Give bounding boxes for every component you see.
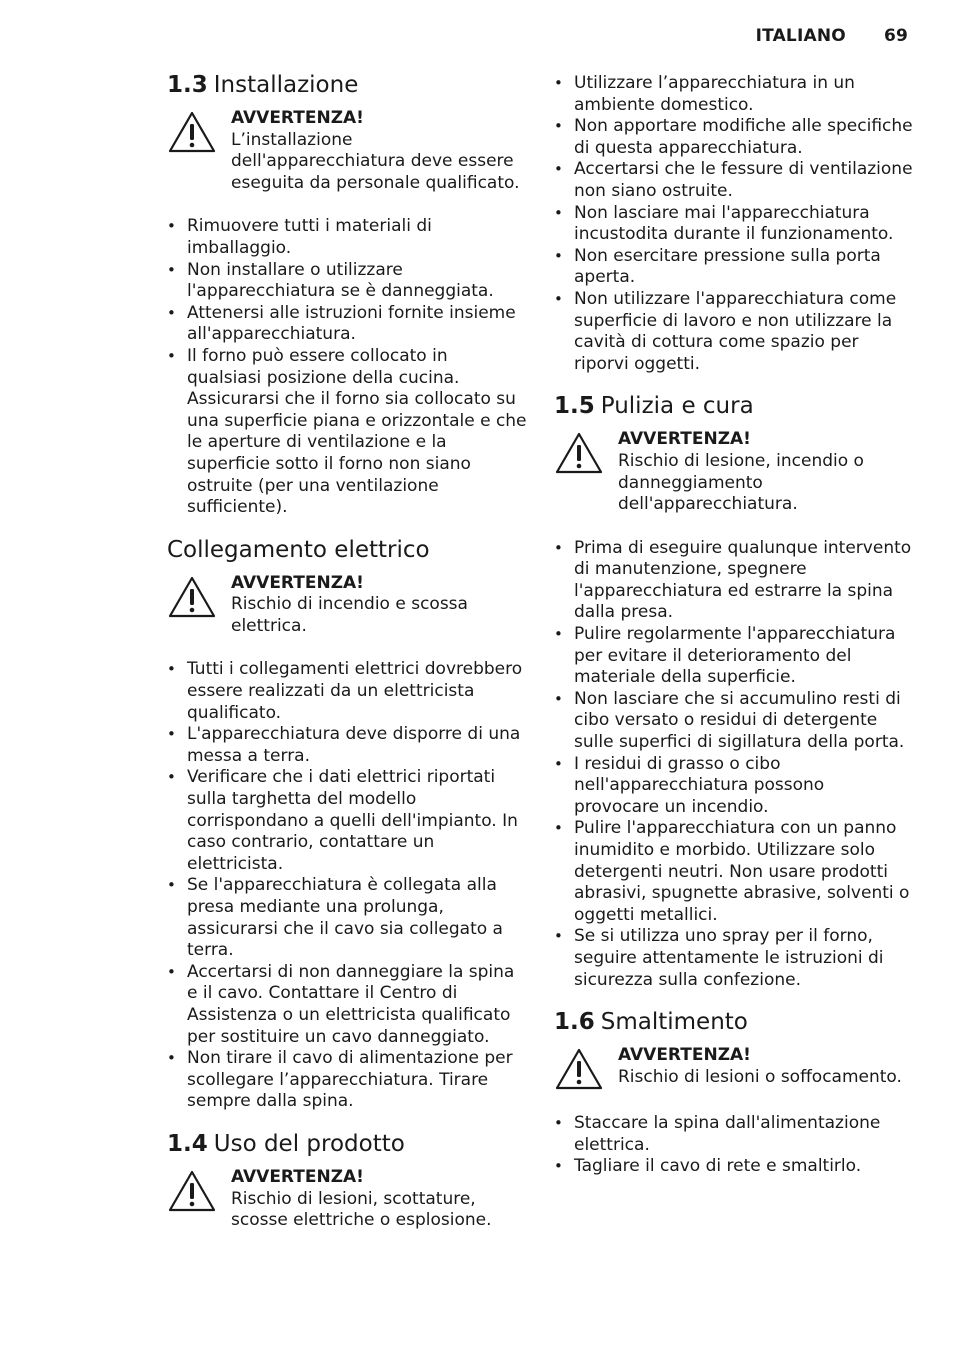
warning-box bbox=[554, 429, 914, 515]
right-column bbox=[554, 70, 914, 1194]
heading-collegamento: Collegamento elettrico bbox=[167, 536, 430, 563]
warning-box bbox=[167, 108, 527, 194]
list-item: • Staccare la spina dall'alimentazione elettrica. bbox=[554, 1113, 914, 1156]
section-title: Uso del prodotto bbox=[213, 1130, 405, 1157]
warning-text: L’installazione dell'apparecchiatura deve essere eseguita da personale qualificato. bbox=[231, 129, 520, 193]
section-collegamento bbox=[167, 535, 527, 1113]
section-smaltimento bbox=[554, 1007, 914, 1178]
warning-title: AVVERTENZA! bbox=[231, 1166, 364, 1187]
warning-box bbox=[554, 1045, 914, 1091]
warning-triangle-icon bbox=[167, 1169, 217, 1213]
section-number: 1.4 bbox=[167, 1130, 208, 1157]
section-installazione bbox=[167, 70, 527, 519]
warning-text: Rischio di incendio e scossa elettrica. bbox=[231, 594, 468, 636]
heading-smaltimento bbox=[554, 1007, 914, 1037]
list-item: • I residui di grasso o cibo nell'apparecchiatura possono provocare un incendio. bbox=[554, 754, 914, 819]
list-item: • Non installare o utilizzare l'apparecchiatura se è danneggiata. bbox=[167, 260, 527, 303]
list-item: • Non lasciare che si accumulino resti di cibo versato o residui di detergente sulle superfici di sigillatura della porta. bbox=[554, 689, 914, 754]
list-item: • Utilizzare l’apparecchiatura in un ambiente domestico. bbox=[554, 73, 914, 116]
list-item: • Non lasciare mai l'apparecchiatura incustodita durante il funzionamento. bbox=[554, 203, 914, 246]
left-column bbox=[167, 70, 527, 1232]
section-title: Installazione bbox=[213, 72, 359, 98]
section-pulizia bbox=[554, 391, 914, 991]
list-item: • Non utilizzare l'apparecchiatura come superficie di lavoro e non utilizzare la cavità di cottura come spazio per riporvi oggetti. bbox=[554, 289, 914, 375]
warning-text: Rischio di lesione, incendio o danneggiamento dell'apparecchiatura. bbox=[618, 450, 864, 515]
section-number: 1.5 bbox=[554, 393, 595, 420]
list-item: • Tagliare il cavo di rete e smaltirlo. bbox=[554, 1156, 914, 1178]
warning-title: AVVERTENZA! bbox=[618, 1045, 751, 1066]
list-item: • Tutti i collegamenti elettrici dovrebbero essere realizzati da un elettricista qualificato. bbox=[167, 659, 527, 724]
warning-text: Rischio di lesioni o soffocamento. bbox=[618, 1066, 902, 1087]
bullet-list bbox=[554, 73, 914, 375]
page-number: 69 bbox=[883, 26, 908, 46]
section-uso bbox=[167, 1129, 527, 1232]
list-item: • Non esercitare pressione sulla porta aperta. bbox=[554, 246, 914, 289]
warning-title: AVVERTENZA! bbox=[231, 108, 364, 128]
list-item: • Attenersi alle istruzioni fornite insieme all'apparecchiatura. bbox=[167, 303, 527, 346]
list-item: • Pulire regolarmente l'apparecchiatura per evitare il deterioramento del materiale della superficie. bbox=[554, 624, 914, 689]
warning-triangle-icon bbox=[554, 1047, 604, 1091]
list-item: • Non tirare il cavo di alimentazione per scollegare l’apparecchiatura. Tirare sempre dalla spina. bbox=[167, 1048, 527, 1113]
bullet-list bbox=[167, 216, 527, 518]
list-item: • Accertarsi di non danneggiare la spina e il cavo. Contattare il Centro di Assistenza o un elettricista qualificato per sostituire un cavo danneggiato. bbox=[167, 962, 527, 1048]
list-item: • L'apparecchiatura deve disporre di una messa a terra. bbox=[167, 724, 527, 767]
list-item: • Prima di eseguire qualunque intervento di manutenzione, spegnere l'apparecchiatura ed estrarre la spina dalla presa. bbox=[554, 538, 914, 624]
list-item: • Verificare che i dati elettrici riportati sulla targhetta del modello corrispondano a quelli dell'impianto. In caso contrario, contattare un elettricista. bbox=[167, 767, 527, 875]
list-item: • Se l'apparecchiatura è collegata alla presa mediante una prolunga, assicurarsi che il cavo sia collegato a terra. bbox=[167, 875, 527, 961]
warning-triangle-icon bbox=[167, 110, 217, 154]
bullet-list bbox=[554, 538, 914, 991]
section-title: Smaltimento bbox=[600, 1009, 748, 1036]
warning-box bbox=[167, 573, 527, 638]
list-item: • Accertarsi che le fessure di ventilazione non siano ostruite. bbox=[554, 159, 914, 202]
list-item: • Rimuovere tutti i materiali di imballaggio. bbox=[167, 216, 527, 259]
list-item: • Non apportare modifiche alle specifiche di questa apparecchiatura. bbox=[554, 116, 914, 159]
bullet-list bbox=[167, 659, 527, 1112]
page-header bbox=[756, 26, 908, 46]
bullet-list bbox=[554, 1113, 914, 1178]
section-title: Pulizia e cura bbox=[600, 393, 754, 420]
warning-triangle-icon bbox=[167, 575, 217, 619]
list-item: • Se si utilizza uno spray per il forno, seguire attentamente le istruzioni di sicurezza sulla confezione. bbox=[554, 926, 914, 991]
section-number: 1.6 bbox=[554, 1009, 595, 1036]
warning-text: Rischio di lesioni, scottature, scosse elettriche o esplosione. bbox=[231, 1188, 492, 1231]
warning-triangle-icon bbox=[554, 431, 604, 475]
section-number: 1.3 bbox=[167, 72, 208, 98]
heading-installazione bbox=[167, 70, 527, 100]
warning-title: AVVERTENZA! bbox=[231, 572, 364, 593]
heading-pulizia bbox=[554, 391, 914, 421]
heading-uso bbox=[167, 1129, 527, 1159]
warning-box bbox=[167, 1167, 527, 1232]
warning-title: AVVERTENZA! bbox=[618, 429, 751, 450]
list-item: • Pulire l'apparecchiatura con un panno inumidito e morbido. Utilizzare solo detergenti neutri. Non usare prodotti abrasivi, spugnette abrasive, solventi o oggetti metallici. bbox=[554, 818, 914, 926]
header-language: ITALIANO bbox=[755, 26, 846, 46]
list-item: • Il forno può essere collocato in qualsiasi posizione della cucina. Assicurarsi che il forno sia collocato su una superficie piana e orizzontale e che le aperture di ventilazione e la superficie sotto il forno non siano ostruite (per una ventilazione sufficiente). bbox=[167, 346, 527, 519]
